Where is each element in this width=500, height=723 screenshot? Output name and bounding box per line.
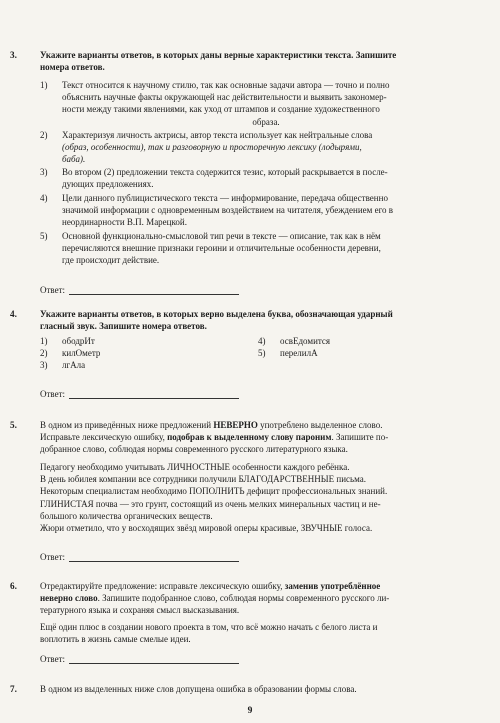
sentences: Педагогу необходимо учитывать ЛИЧНОСТНЫЕ особенности каждого ребёнка. В день юбилея компании все сотрудники получили БЛАГОДАРСТВЕННЫЕ письма. Некоторым специалистам необходимо ПОПОЛНИТЬ дефицит профессиональных знаний. ГЛИНИСТАЯ почва — это грунт, состоящий из очень мелких минеральных частиц и не- большого количества органических веществ. Жюри отметило, что у восходящих звёзд мировой оперы красивые, ЗВУЧНЫЕ голоса.	[40, 462, 388, 534]
answer-field[interactable]: Ответ:	[40, 552, 239, 562]
page-number: 9	[247, 706, 253, 716]
task-question: В одном из приведённых ниже предложений НЕВЕРНО употреблено выделенное слово. Исправьте лексическую ошибку, подобрав к выделенному слову пароним. Запишите по- добранное слово, соблюдая нормы современного русского литературного языка.	[40, 420, 389, 455]
sentences: Ещё один плюс в создании нового проекта в том, что всё можно начать с белого листа и воплотить в жизнь самые смелые идеи.	[40, 622, 378, 645]
task-number: 3.	[10, 50, 17, 60]
task-number: 7.	[10, 684, 17, 694]
answer-field[interactable]: Ответ:	[40, 389, 239, 399]
answer-field[interactable]: Ответ:	[40, 654, 239, 664]
answer-field[interactable]: Ответ:	[40, 285, 239, 295]
option-1: 1) Текст относится к научному стилю, так как основные задачи автора — точно и полно объяснить научные факты окружающей нас действительности и выявить закономер- ности между такими явлениями, как уход от штампов и создание художественного образа.	[40, 80, 390, 127]
workbook-page: 3. Укажите варианты ответов, в которых даны верные характеристики текста. Запишите номера ответов. 1) Текст относится к научному стилю, так как основные задачи автора — точно и полно объяснить научные факты окружающей нас действительности и выявить закономер- ности между такими явлениями, как уход от штампов и создание художественного образа. 2) Характеризуя личность актрисы, автор текста использует как нейтральные слова (образ, особенности), так и разговорную и просторечную лексику (лодырями, баба). 3) Во втором (2) предложении текста содержится тезис, который раскрывается в после- дующих предложениях. 4) Цели данного публицистического текста — информирование, передача общественно значимой информации с одновременным воздействием на читателя, убеждением его в неординарности В.П. Марецкой. 5) Основной функционально-смысловой тип речи в тексте — описание, так как в нём перечисляются внешние признаки героини и отличительные особенности деревни, где происходит действие. Ответ: 4. Укажите варианты ответов, в которых верно выделена буква, обозначающая ударный гласный звук. Запишите номера ответов. 1) ободрИт 2) килОметр 3) лгАла 4) освЕдомится 5) перелилА Ответ: 5. В одном из приведённых ниже предложений НЕВЕРНО употреблено выделенное слово. Исправьте лексическую ошибку, подобрав к выделенному слову пароним. Запишите по- добранное слово, соблюдая нормы современного русского литературного языка. Педагогу необходимо учитывать ЛИЧНОСТНЫЕ особенности каждого ребёнка. В день юбилея компании все сотрудники получили БЛАГОДАРСТВЕННЫЕ письма. Некоторым специалистам необходимо ПОПОЛНИТЬ дефицит профессиональных знаний. ГЛИНИСТАЯ почва — это грунт, состоящий из очень мелких минеральных частиц и не- большого количества органических веществ. Жюри отметило, что у восходящих звёзд мировой оперы красивые, ЗВУЧНЫЕ голоса. Ответ: 6. Отредактируйте предложение: исправьте лексическую ошибку, заменив употреблённое неверно слово. Запишите подобранное слово, соблюдая нормы современного русского ли- тературного языка и сохраняя смысл высказывания. Ещё один плюс в создании нового проекта в том, что всё можно начать с белого листа и воплотить в жизнь самые смелые идеи. Ответ: 7. В одном из выделенных ниже слов допущена ошибка в образовании формы слова. 9	[0, 0, 500, 723]
task-question: В одном из выделенных ниже слов допущена ошибка в образовании формы слова.	[40, 684, 357, 694]
options-right: 4) освЕдомится 5) перелилА	[258, 336, 331, 358]
task-question: Укажите варианты ответов, в которых верно выделена буква, обозначающая ударный гласный звук. Запишите номера ответов.	[40, 309, 393, 332]
task-number: 5.	[10, 420, 17, 430]
task-number: 4.	[10, 309, 17, 319]
task-question: Укажите варианты ответов, в которых даны верные характеристики текста. Запишите номера ответов.	[40, 50, 397, 73]
task-question: Отредактируйте предложение: исправьте лексическую ошибку, заменив употреблённое неверно слово. Запишите подобранное слово, соблюдая нормы современного русского ли- тературного языка и сохраняя смысл высказывания.	[40, 581, 390, 616]
task-number: 6.	[10, 581, 17, 591]
options-left: 1) ободрИт 2) килОметр 3) лгАла	[40, 336, 101, 370]
